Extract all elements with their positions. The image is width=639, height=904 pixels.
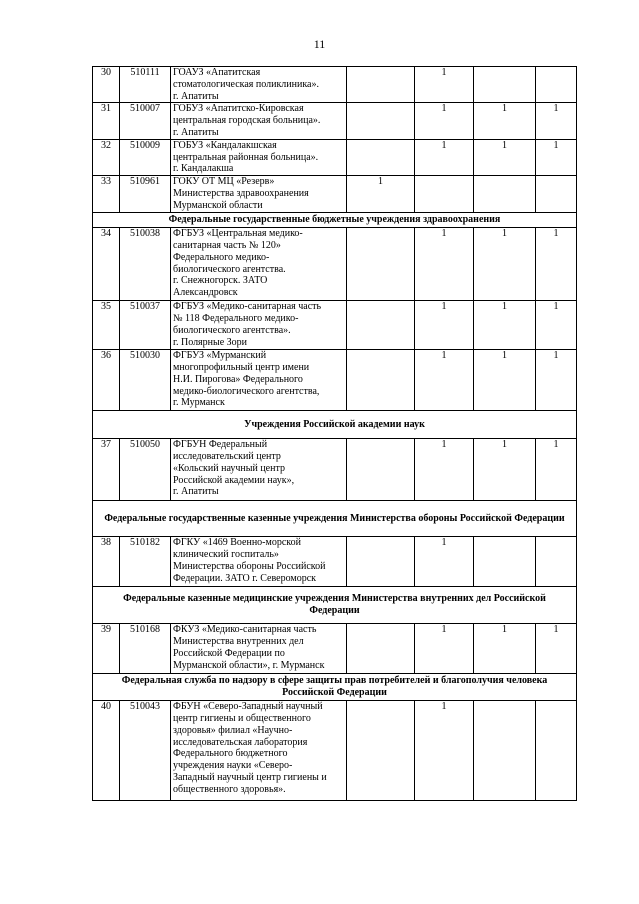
registry-table: [92, 66, 577, 801]
value-cell-1: [347, 439, 415, 501]
org-name-line: Федерального медико-: [173, 251, 270, 263]
org-name-line: многопрофильный центр имени: [173, 361, 310, 373]
org-name-line: Федерации. ЗАТО г. Североморск: [173, 572, 317, 584]
value-cell-4: 1: [536, 301, 577, 350]
org-name-line: здоровья» филиал «Научно-: [173, 724, 293, 736]
value-cell-2: 1: [415, 439, 474, 501]
org-name-line: ФГБУЗ «Центральная медико-: [173, 228, 303, 240]
org-code: 510111: [120, 67, 171, 103]
org-code: 510961: [120, 176, 171, 213]
row-number: 36: [93, 350, 120, 411]
value-cell-2: 1: [415, 103, 474, 139]
org-name: [171, 228, 347, 301]
org-name-line: г. Полярные Зори: [173, 336, 248, 348]
value-cell-3: 1: [474, 624, 536, 674]
org-name-line: ФГБУЗ «Медико-санитарная часть: [173, 301, 322, 313]
section-title: Федеральная служба по надзору в сфере защиты прав потребителей и благополучия человека Российской Федерации: [93, 674, 577, 701]
org-name: [171, 139, 347, 175]
org-name-line: Российской академии наук»,: [173, 474, 295, 486]
org-name-line: г. Кандалакша: [173, 163, 234, 175]
table-row: [93, 701, 577, 801]
org-name: [171, 624, 347, 674]
section-title: Учреждения Российской академии наук: [93, 411, 577, 439]
org-name-line: общественного здоровья».: [173, 783, 286, 795]
org-name-line: стоматологическая поликлиника».: [173, 78, 319, 90]
org-name-line: учреждения науки «Северо-: [173, 760, 293, 772]
table-row: [93, 139, 577, 175]
org-name: [171, 301, 347, 350]
section-header-row: [93, 674, 577, 701]
row-number: 32: [93, 139, 120, 175]
value-cell-4: [536, 701, 577, 801]
org-name-line: ФГБУЗ «Мурманский: [173, 350, 267, 362]
org-name-line: № 118 Федерального медико-: [173, 312, 299, 324]
org-name-line: ГОБУЗ «Апатитско-Кировская: [173, 103, 304, 115]
value-cell-2: 1: [415, 350, 474, 411]
section-header-row: [93, 501, 577, 537]
value-cell-2: 1: [415, 67, 474, 103]
row-number: 34: [93, 228, 120, 301]
value-cell-3: 1: [474, 103, 536, 139]
row-number: 39: [93, 624, 120, 674]
table-row: [93, 103, 577, 139]
table-row: [93, 176, 577, 213]
value-cell-3: [474, 537, 536, 587]
org-name-line: г. Мурманск: [173, 397, 225, 409]
org-name-line: ФБУН «Северо-Западный научный: [173, 701, 323, 713]
org-name-line: ГОКУ ОТ МЦ «Резерв»: [173, 176, 275, 188]
table-row: [93, 624, 577, 674]
value-cell-1: [347, 301, 415, 350]
section-title: Федеральные государственные казенные учреждения Министерства обороны Российской Федерации: [93, 501, 577, 537]
value-cell-4: 1: [536, 439, 577, 501]
org-code: 510037: [120, 301, 171, 350]
org-code: 510043: [120, 701, 171, 801]
value-cell-1: [347, 624, 415, 674]
value-cell-3: [474, 67, 536, 103]
row-number: 35: [93, 301, 120, 350]
org-name: [171, 67, 347, 103]
value-cell-1: 1: [347, 176, 415, 213]
value-cell-4: [536, 537, 577, 587]
org-name-line: Министерства внутренних дел: [173, 635, 304, 647]
org-code: 510182: [120, 537, 171, 587]
row-number: 33: [93, 176, 120, 213]
org-name-line: ФГКУ «1469 Военно-морской: [173, 537, 301, 549]
value-cell-1: [347, 139, 415, 175]
org-name: [171, 103, 347, 139]
row-number: 31: [93, 103, 120, 139]
value-cell-4: 1: [536, 624, 577, 674]
org-name-line: «Кольский научный центр: [173, 462, 285, 474]
org-name-line: центр гигиены и общественного: [173, 712, 311, 724]
value-cell-3: 1: [474, 301, 536, 350]
org-code: 510038: [120, 228, 171, 301]
org-name: [171, 176, 347, 213]
org-name: [171, 701, 347, 801]
value-cell-4: [536, 67, 577, 103]
value-cell-3: 1: [474, 139, 536, 175]
value-cell-4: 1: [536, 103, 577, 139]
value-cell-4: [536, 176, 577, 213]
org-name-line: ГОАУЗ «Апатитская: [173, 67, 261, 78]
section-header-row: [93, 587, 577, 624]
value-cell-3: [474, 176, 536, 213]
row-number: 37: [93, 439, 120, 501]
org-code: 510007: [120, 103, 171, 139]
value-cell-2: 1: [415, 228, 474, 301]
value-cell-2: 1: [415, 537, 474, 587]
table-row: [93, 350, 577, 411]
org-name-line: клинический госпиталь»: [173, 548, 279, 560]
org-name-line: Мурманской области: [173, 199, 263, 211]
org-name: [171, 350, 347, 411]
org-name-line: Мурманской области», г. Мурманск: [173, 659, 325, 671]
value-cell-3: 1: [474, 228, 536, 301]
org-name-line: г. Апатиты: [173, 126, 219, 138]
org-name-line: Российской Федерации по: [173, 647, 285, 659]
row-number: 40: [93, 701, 120, 801]
page-number: 11: [313, 37, 326, 51]
org-name-line: исследовательский центр: [173, 450, 281, 462]
org-name-line: ГОБУЗ «Кандалакшская: [173, 139, 277, 151]
section-header-row: [93, 411, 577, 439]
org-name: [171, 439, 347, 501]
org-code: 510050: [120, 439, 171, 501]
section-title: Федеральные казенные медицинские учреждения Министерства внутренних дел Российской Федерации: [93, 587, 577, 624]
table-row: [93, 67, 577, 103]
registry-table-body: [93, 67, 577, 801]
org-name-line: санитарная часть № 120»: [173, 239, 281, 251]
org-name-line: ФГБУН Федеральный: [173, 439, 268, 451]
value-cell-4: 1: [536, 139, 577, 175]
org-name-line: Министерства здравоохранения: [173, 187, 309, 199]
org-code: 510168: [120, 624, 171, 674]
org-code: 510009: [120, 139, 171, 175]
org-name-line: биологического агентства.: [173, 263, 286, 275]
value-cell-2: 1: [415, 139, 474, 175]
value-cell-1: [347, 67, 415, 103]
section-title: Федеральные государственные бюджетные учреждения здравоохранения: [93, 213, 577, 228]
value-cell-1: [347, 350, 415, 411]
table-row: [93, 537, 577, 587]
org-name: [171, 537, 347, 587]
row-number: 30: [93, 67, 120, 103]
org-name-line: Федерального бюджетного: [173, 748, 288, 760]
value-cell-1: [347, 103, 415, 139]
table-row: [93, 439, 577, 501]
org-name-line: Александровск: [173, 287, 238, 299]
value-cell-2: 1: [415, 301, 474, 350]
org-name-line: Западный научный центр гигиены и: [173, 771, 327, 783]
org-name-line: центральная районная больница».: [173, 151, 319, 163]
value-cell-4: 1: [536, 228, 577, 301]
value-cell-2: [415, 176, 474, 213]
value-cell-1: [347, 701, 415, 801]
org-name-line: центральная городская больница».: [173, 115, 321, 127]
org-name-line: Н.И. Пирогова» Федерального: [173, 373, 303, 385]
value-cell-2: 1: [415, 701, 474, 801]
section-header-row: [93, 213, 577, 228]
org-name-line: биологического агентства».: [173, 324, 291, 336]
value-cell-2: 1: [415, 624, 474, 674]
value-cell-4: 1: [536, 350, 577, 411]
org-name-line: г. Апатиты: [173, 486, 219, 498]
value-cell-3: 1: [474, 350, 536, 411]
value-cell-1: [347, 537, 415, 587]
value-cell-1: [347, 228, 415, 301]
org-name-line: медико-биологического агентства,: [173, 385, 320, 397]
org-name-line: г. Апатиты: [173, 90, 219, 102]
table-row: [93, 301, 577, 350]
org-name-line: г. Снежногорск. ЗАТО: [173, 275, 268, 287]
org-code: 510030: [120, 350, 171, 411]
table-row: [93, 228, 577, 301]
row-number: 38: [93, 537, 120, 587]
value-cell-3: 1: [474, 439, 536, 501]
org-name-line: Министерства обороны Российской: [173, 560, 326, 572]
org-name-line: исследовательская лаборатория: [173, 736, 308, 748]
value-cell-3: [474, 701, 536, 801]
org-name-line: ФКУЗ «Медико-санитарная часть: [173, 624, 317, 636]
